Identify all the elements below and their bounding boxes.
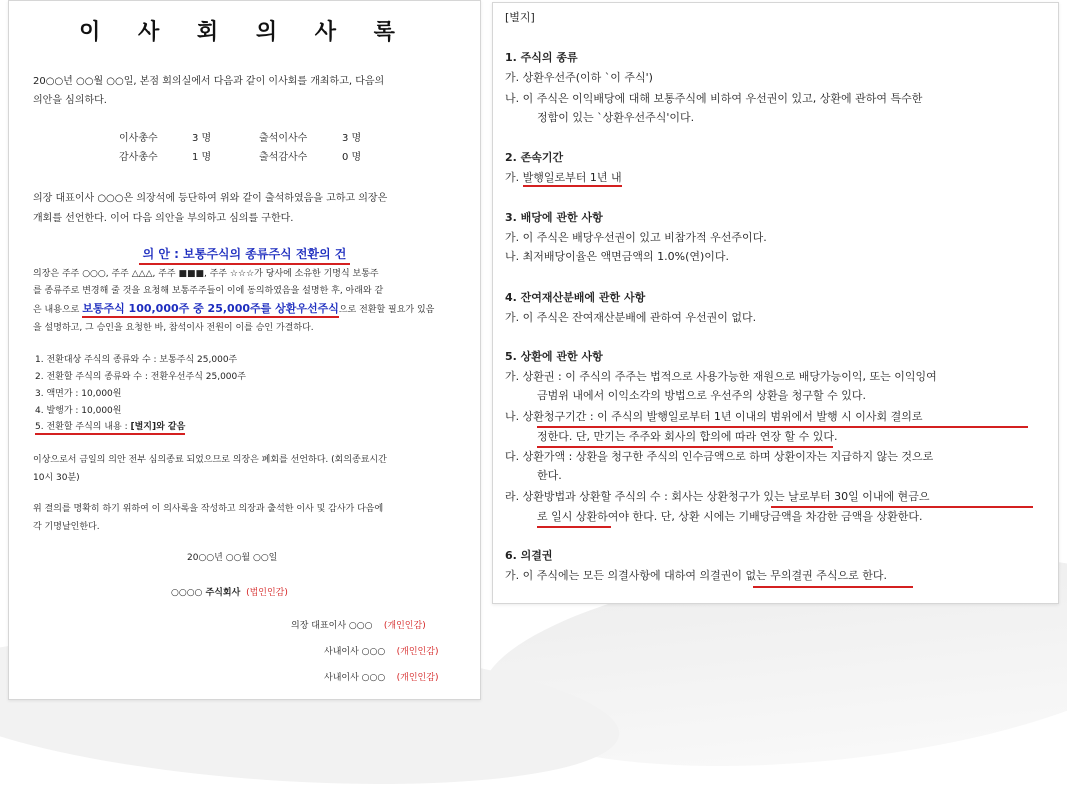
section-5-title: 5. 상환에 관한 사항 [505, 350, 603, 363]
section-5-d-line-2: 로 일시 상환하여야 한다. 단, 상환 시에는 기배당금액을 차감한 금액을 상환한다. [537, 510, 923, 523]
body-line-4: 을 설명하고, 그 승인을 요청한 바, 참석이사 전원이 이를 승인 가결하다. [33, 323, 314, 333]
duration-highlight: 발행일로부터 1년 내 [523, 171, 622, 187]
item-5 [35, 420, 185, 434]
company-seal: (법인인감) [246, 588, 288, 598]
signer-director-1: 사내이사 ○○○ (개인인감) [324, 647, 439, 657]
section-1-a: 가. 상환우선주(이하 `이 주식') [505, 71, 653, 84]
section-6-title: 6. 의결권 [505, 549, 553, 562]
body-line-3: 은 내용으로 보통주식 100,000주 중 25,000주를 상환우선주식으로 전환할 필요가 있음 [33, 302, 434, 317]
chair-line-2: 개회를 선언한다. 이어 다음 의안을 부의하고 심의를 구한다. [33, 213, 294, 224]
body-line-1: 의장은 주주 ○○○, 주주 △△△, 주주 ■■■, 주주 ☆☆☆가 당사에 소유한 기명식 보통주 [33, 269, 379, 279]
section-4-title: 4. 잔여재산분배에 관한 사항 [505, 291, 646, 304]
underline-redemption-method-2 [537, 526, 611, 528]
section-5-a-line-1: 가. 상환권 : 이 주식의 주주는 법적으로 사용가능한 재원으로 배당가능이익, 또는 이익잉여 [505, 370, 937, 383]
section-2-a: 가. 발행일로부터 1년 내 [505, 171, 622, 185]
signer-chair: 의장 대표이사 ○○○ (개인인감) [291, 621, 426, 631]
underline-redemption-period-2 [537, 446, 833, 448]
section-5-d-line-1: 라. 상환방법과 상환할 주식의 수 : 회사는 상환청구가 있는 날로부터 30일 이내에 현금으 [505, 490, 930, 503]
body-line-2: 를 종류주로 변경해 줄 것을 요청해 보통주주들이 이에 동의하였음을 설명한 후, 아래와 같 [33, 286, 384, 296]
directors-present-label: 출석이사수 [259, 133, 308, 144]
intro-line-1: 20○○년 ○○월 ○○일, 본점 회의실에서 다음과 같이 이사회를 개최하고, 다음의 [33, 76, 385, 87]
minutes-date: 20○○년 ○○월 ○○일 [187, 553, 278, 563]
auditors-total-label: 감사총수 [119, 152, 158, 163]
section-5-b-line-1: 나. 상환청구기간 : 이 주식의 발행일로부터 1년 이내의 범위에서 발행 시 이사회 결의로 [505, 410, 923, 423]
underline-redemption-method-1 [771, 506, 1033, 508]
company-name: ○○○○ 주식회사 [171, 588, 241, 598]
section-5-a-line-2: 금범위 내에서 이익소각의 방법으로 우선주의 상환을 청구할 수 있다. [537, 389, 866, 402]
item-2: 2. 전환할 주식의 종류와 수 : 전환우선주식 25,000주 [35, 372, 246, 382]
section-1-b-line-1: 나. 이 주식은 이익배당에 대해 보통주식에 비하여 우선권이 있고, 상환에 관하여 특수한 [505, 92, 923, 105]
intro-line-2: 의안을 심의하다. [33, 95, 107, 106]
witness-line-2: 각 기명날인한다. [33, 522, 100, 532]
minutes-page [8, 0, 481, 700]
item-1: 1. 전환대상 주식의 종류와 수 : 보통주식 25,000주 [35, 355, 238, 365]
signer-seal: (개인인감) [396, 647, 439, 657]
directors-total-label: 이사총수 [119, 133, 158, 144]
close-line-2: 10시 30분) [33, 473, 80, 483]
witness-line-1: 위 결의를 명확히 하기 위하여 이 의사록을 작성하고 의장과 출석한 이사 및 감사가 다음에 [33, 504, 384, 514]
section-3-title: 3. 배당에 관한 사항 [505, 211, 603, 224]
signer-director-2: 사내이사 ○○○ (개인인감) [324, 673, 439, 683]
section-1-title: 1. 주식의 종류 [505, 51, 578, 64]
auditors-total-value: 1 명 [192, 152, 212, 163]
section-6-a: 가. 이 주식에는 모든 의결사항에 대하여 의결권이 없는 무의결권 주식으로 한다. [505, 569, 887, 582]
page-title: 이 사 회 의 사 록 [79, 19, 410, 45]
section-3-a: 가. 이 주식은 배당우선권이 있고 비참가적 우선주이다. [505, 231, 767, 244]
section-5-b-line-2: 정한다. 단, 만기는 주주와 회사의 합의에 따라 연장 할 수 있다. [537, 430, 838, 443]
auditors-present-value: 0 명 [342, 152, 362, 163]
close-line-1: 이상으로서 금일의 의안 전부 심의종료 되었으므로 의장은 폐회를 선언하다. (회의종료시간 [33, 455, 387, 465]
section-5-c-line-1: 다. 상환가액 : 상환을 청구한 주식의 인수금액으로 하며 상환이자는 지급하지 않는 것으로 [505, 450, 934, 463]
section-2-title: 2. 존속기간 [505, 151, 564, 164]
appendix-header: [별지] [505, 11, 535, 24]
section-3-b: 나. 최저배당이율은 액면금액의 1.0%(연)이다. [505, 250, 730, 263]
auditors-present-label: 출석감사수 [259, 152, 308, 163]
item-3: 3. 액면가 : 10,000원 [35, 389, 122, 399]
conversion-highlight: 보통주식 100,000주 중 25,000주를 상환우선주식 [82, 302, 339, 318]
underline-redemption-period-1 [537, 426, 1028, 428]
section-1-b-line-2: 정함이 있는 `상환우선주식'이다. [537, 111, 695, 124]
signer-seal: (개인인감) [383, 621, 426, 631]
item-4: 4. 발행가 : 10,000원 [35, 406, 122, 416]
directors-total-value: 3 명 [192, 133, 212, 144]
agenda-title: 의 안 : 보통주식의 종류주식 전환의 건 [9, 245, 480, 262]
item-5-text: 5. 전환할 주식의 내용 : [별지]와 같음 [35, 422, 185, 435]
directors-present-value: 3 명 [342, 133, 362, 144]
section-5-c-line-2: 한다. [537, 469, 562, 482]
company-line [171, 586, 288, 600]
underline-voting-rights [753, 586, 913, 588]
section-4-a: 가. 이 주식은 잔여재산분배에 관하여 우선권이 없다. [505, 311, 757, 324]
appendix-page [492, 2, 1059, 604]
signer-seal: (개인인감) [396, 673, 439, 683]
chair-line-1: 의장 대표이사 ○○○은 의장석에 등단하여 위와 같이 출석하였음을 고하고 의장은 [33, 193, 388, 204]
